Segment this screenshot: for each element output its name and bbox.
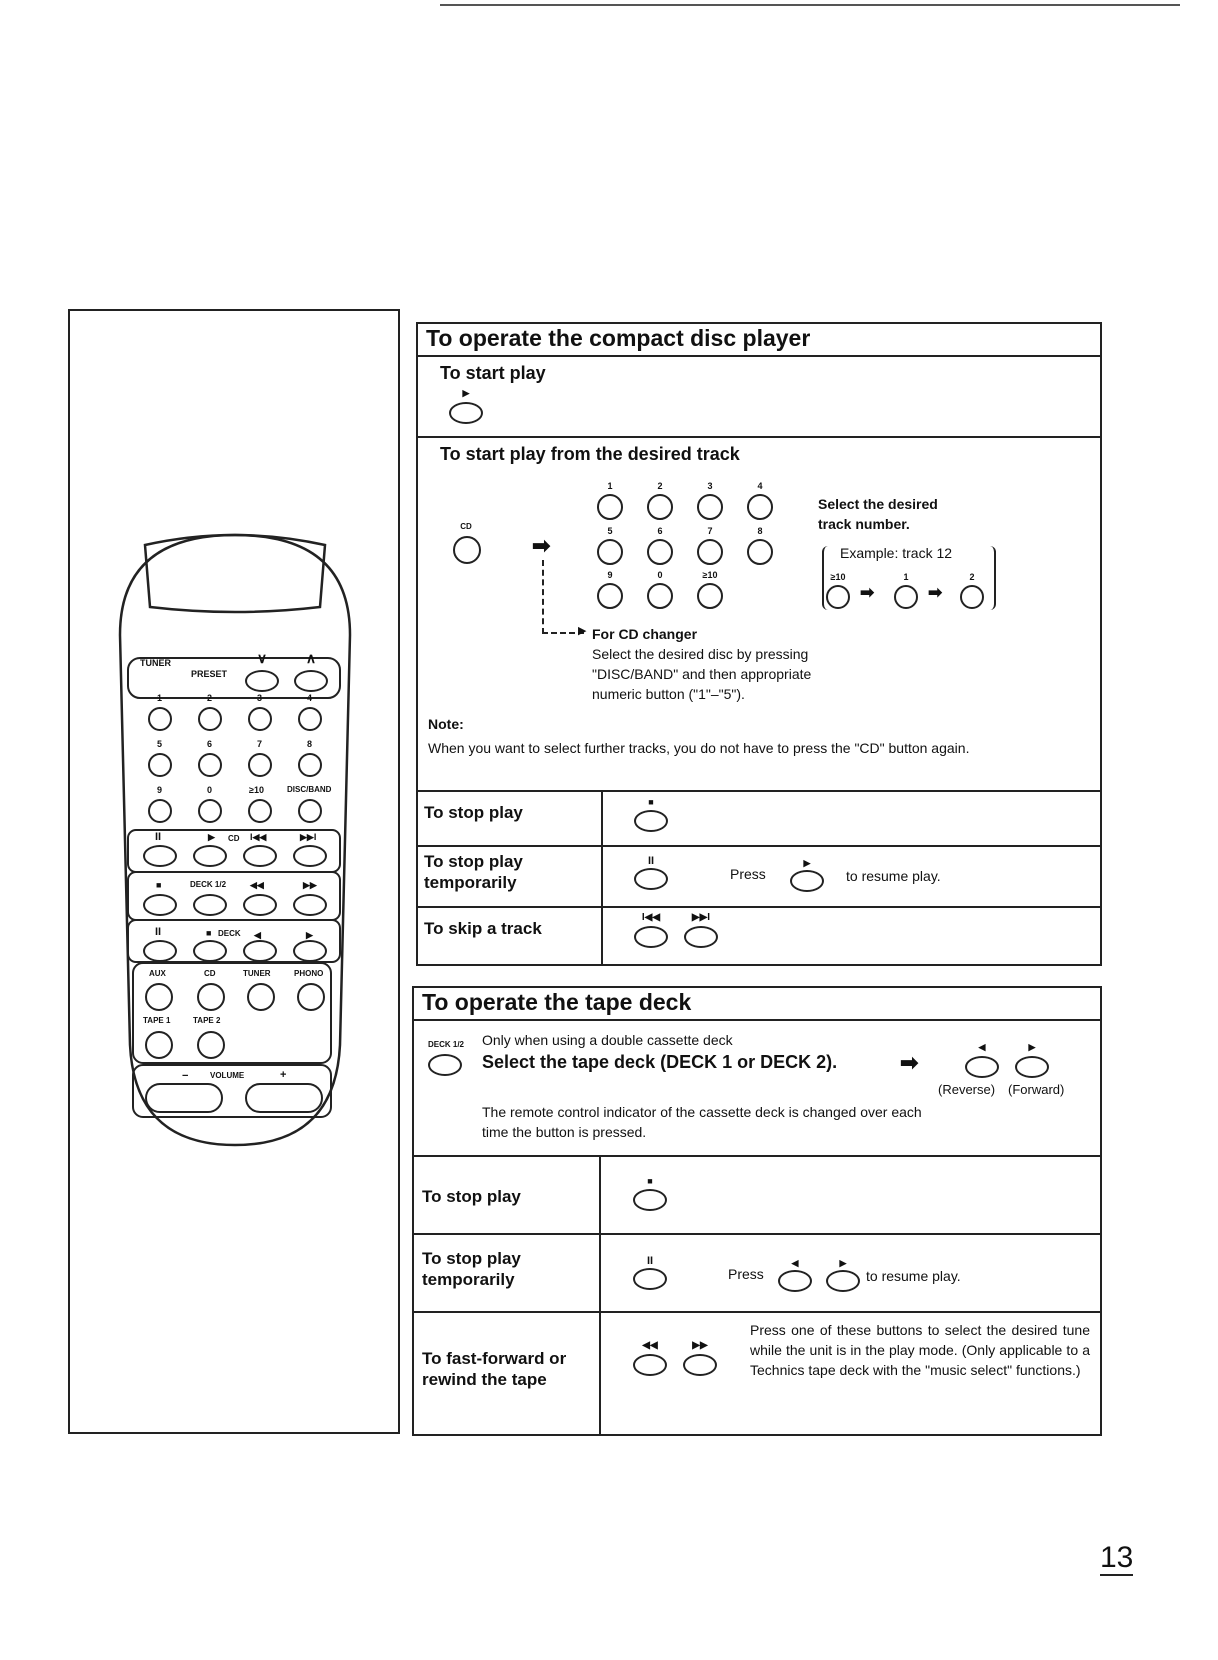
- cd-next-button[interactable]: [293, 845, 327, 867]
- preset-up-symbol: ∧: [305, 650, 317, 666]
- volume-down-button[interactable]: [145, 1083, 223, 1113]
- stop-symbol: ■: [156, 880, 162, 890]
- remote-phono-label: PHONO: [294, 969, 324, 978]
- cd-diagram-button: [453, 536, 481, 564]
- skip-back-symbol: I◀◀: [641, 912, 661, 923]
- cd-pause-diagram-button: [634, 868, 668, 890]
- remote-num-4-button[interactable]: [298, 707, 322, 731]
- reverse-symbol: ◀: [978, 1042, 986, 1052]
- cd-press-text: Press: [730, 866, 766, 882]
- remote-num-9-button[interactable]: [148, 799, 172, 823]
- remote-num-0-label: 0: [207, 785, 213, 795]
- top-rule: [440, 4, 1180, 6]
- keypad-label-4: 4: [757, 481, 763, 491]
- ffwd-symbol: ▶▶: [303, 880, 317, 890]
- cd-next-symbol: ▶▶I: [300, 832, 317, 842]
- remote-discband-label: DISC/BAND: [287, 785, 332, 794]
- remote-num-10-label: ≥10: [249, 785, 264, 795]
- cd-resume-diagram-button: [790, 870, 824, 892]
- skip-forward-symbol: ▶▶I: [691, 912, 711, 923]
- keypad-label-0: 0: [657, 570, 663, 580]
- source-tuner-button[interactable]: [247, 983, 275, 1011]
- cd-pause-diagram-symbol: II: [647, 855, 655, 867]
- keypad-0: [647, 583, 673, 609]
- keypad-6: [647, 539, 673, 565]
- phono-button[interactable]: [297, 983, 325, 1011]
- deck12-button[interactable]: [193, 894, 227, 916]
- cd-start-play: To start play: [440, 363, 546, 383]
- cd-start-track: To start play from the desired track: [440, 444, 740, 464]
- cd-stop-play-label: To stop play: [424, 803, 523, 822]
- remote-num-8-label: 8: [307, 739, 313, 749]
- remote-deck12-label: DECK 1/2: [190, 880, 227, 889]
- keypad-label-1: 1: [607, 481, 613, 491]
- source-cd-button[interactable]: [197, 983, 225, 1011]
- remote-tape1-label: TAPE 1: [143, 1016, 171, 1025]
- remote-cd-label: CD: [228, 834, 240, 843]
- keypad-label-2: 2: [657, 481, 663, 491]
- tape-press-text: Press: [728, 1266, 764, 1282]
- reverse-label: (Reverse): [938, 1082, 996, 1097]
- remote-num-0-button[interactable]: [198, 799, 222, 823]
- keypad-3: [697, 494, 723, 520]
- keypad-5: [597, 539, 623, 565]
- cd-section-title: To operate the compact disc player: [416, 322, 1102, 357]
- remote-num-2-button[interactable]: [198, 707, 222, 731]
- keypad-4: [747, 494, 773, 520]
- note-title: Note:: [428, 716, 464, 732]
- cd-column-divider: [601, 790, 603, 966]
- cd-play-diagram-button: [449, 402, 483, 424]
- arrow-icon: ➡: [532, 533, 551, 558]
- note-text: When you want to select further tracks, you do not have to press the "CD" button again.: [428, 740, 970, 756]
- tape-pause-label: To stop play temporarily: [422, 1249, 521, 1289]
- remote-num-7-button[interactable]: [248, 753, 272, 777]
- cd-resume-text: to resume play.: [846, 868, 941, 884]
- remote-num-3-button[interactable]: [248, 707, 272, 731]
- example-label-10: ≥10: [830, 572, 846, 582]
- remote-tuner-label: TUNER: [140, 658, 171, 668]
- remote-num-5-button[interactable]: [148, 753, 172, 777]
- tape-resume-forward-symbol: ▶: [839, 1258, 847, 1268]
- keypad-7: [697, 539, 723, 565]
- cd-button-label: CD: [460, 522, 472, 531]
- cd-stop-symbol: ■: [648, 797, 654, 807]
- volume-up-button[interactable]: [245, 1083, 323, 1113]
- cd-skip-label: To skip a track: [424, 919, 542, 938]
- cd-play-symbol: ▶: [208, 832, 215, 842]
- example-arrow-2-icon: ➡: [928, 583, 943, 602]
- keypad-2: [647, 494, 673, 520]
- deck12-diagram-button: [428, 1054, 462, 1076]
- remote-aux-label: AUX: [149, 969, 166, 978]
- remote-discband-button[interactable]: [298, 799, 322, 823]
- cd-divider-3: [416, 845, 1102, 847]
- play-symbol: ▶: [462, 388, 470, 398]
- cd-divider-2: [416, 790, 1102, 792]
- cd-divider-4: [416, 906, 1102, 908]
- forward-symbol: ▶: [1028, 1042, 1036, 1052]
- tape-pause-diagram-button: [633, 1268, 667, 1290]
- keypad-9: [597, 583, 623, 609]
- cd-pause-button[interactable]: [143, 845, 177, 867]
- example-arrow-1-icon: ➡: [860, 583, 875, 602]
- tape-resume-forward-button: [826, 1270, 860, 1292]
- tape-stop-play-label: To stop play: [422, 1187, 521, 1206]
- deck-stop-button[interactable]: [143, 894, 177, 916]
- tape-ffwd-symbol: ▶▶: [692, 1340, 708, 1351]
- example-button-2: [960, 585, 984, 609]
- tape-column-divider: [599, 1155, 601, 1436]
- remote-num-4-label: 4: [307, 693, 313, 703]
- tape-section-title: To operate the tape deck: [412, 986, 1102, 1021]
- keypad-label-3: 3: [707, 481, 713, 491]
- volume-plus-label: +: [280, 1069, 287, 1081]
- cd-play-button[interactable]: [193, 845, 227, 867]
- deck-reverse-symbol: ◀: [254, 930, 261, 940]
- changer-arrow-icon: ▶: [578, 625, 587, 637]
- ffwd-button[interactable]: [293, 894, 327, 916]
- deck-forward-button[interactable]: [293, 940, 327, 962]
- tape-resume-reverse-symbol: ◀: [791, 1258, 799, 1268]
- remote-num-10-button[interactable]: [248, 799, 272, 823]
- keypad-label-7: 7: [707, 526, 713, 536]
- remote-num-1-button[interactable]: [148, 707, 172, 731]
- volume-minus-label: −: [182, 1070, 189, 1082]
- tape-ffwd-diagram-button: [683, 1354, 717, 1376]
- remote-source-tuner-label: TUNER: [243, 969, 271, 978]
- forward-diagram-button: [1015, 1056, 1049, 1078]
- remote-num-5-label: 5: [157, 739, 163, 749]
- tape-divider-2: [412, 1233, 1102, 1235]
- keypad-8: [747, 539, 773, 565]
- remote-volume-label: VOLUME: [210, 1071, 245, 1080]
- preset-down-symbol: ∨: [256, 650, 268, 666]
- tape-resume-text: to resume play.: [866, 1268, 961, 1284]
- tape-rewind-symbol: ◀◀: [642, 1340, 658, 1351]
- cd-pause-symbol: II: [155, 831, 162, 843]
- tape-rewind-diagram-button: [633, 1354, 667, 1376]
- cd-prev-button[interactable]: [243, 845, 277, 867]
- tape-divider-1: [412, 1155, 1102, 1157]
- cd-stop-diagram-button: [634, 810, 668, 832]
- select-deck-text: Select the tape deck (DECK 1 or DECK 2).: [482, 1052, 838, 1072]
- skip-back-diagram-button: [634, 926, 668, 948]
- tape-ffwd-label: To fast-forward or rewind the tape: [422, 1349, 567, 1389]
- deck-stop-symbol: ■: [206, 928, 212, 938]
- reverse-diagram-button: [965, 1056, 999, 1078]
- tape1-button[interactable]: [145, 1031, 173, 1059]
- example-label-1: 1: [903, 572, 909, 582]
- keypad-label-5: 5: [607, 526, 613, 536]
- deck12-diagram-label: DECK 1/2: [427, 1040, 464, 1049]
- preset-down-button[interactable]: [245, 670, 279, 692]
- example-button-1: [894, 585, 918, 609]
- tape-resume-reverse-button: [778, 1270, 812, 1292]
- keypad-10: [697, 583, 723, 609]
- cd-resume-symbol: ▶: [803, 858, 811, 868]
- page-number: 13: [1100, 1541, 1134, 1574]
- example-text: Example: track 12: [840, 545, 953, 561]
- tape-arrow-icon: ➡: [900, 1050, 919, 1075]
- tape2-button[interactable]: [197, 1031, 225, 1059]
- tape-stop-symbol: ■: [647, 1176, 653, 1186]
- keypad-1: [597, 494, 623, 520]
- deck-stop2-button[interactable]: [193, 940, 227, 962]
- preset-up-button[interactable]: [294, 670, 328, 692]
- remote-tape2-label: TAPE 2: [193, 1016, 221, 1025]
- cd-divider-1: [416, 436, 1102, 438]
- remote-num-9-label: 9: [157, 785, 163, 795]
- remote-num-6-label: 6: [207, 739, 213, 749]
- remote-source-cd-label: CD: [204, 969, 216, 978]
- cd-pause-label: To stop play temporarily: [424, 852, 523, 892]
- remote-num-6-button[interactable]: [198, 753, 222, 777]
- keypad-label-6: 6: [657, 526, 663, 536]
- rewind-symbol: ◀◀: [250, 880, 264, 890]
- tape-ffwd-desc: Press one of these buttons to select the desired tune while the unit is in the play mode. (Only applicable to a Technics tape deck with the "music select" functions.): [750, 1322, 1090, 1378]
- changer-connector: [542, 560, 584, 634]
- remote-num-7-label: 7: [257, 739, 263, 749]
- example-label-2: 2: [969, 572, 975, 582]
- deck-pause-button[interactable]: [143, 940, 177, 962]
- keypad-label-10: ≥10: [702, 570, 718, 580]
- only-when-text: Only when using a double cassette deck: [482, 1032, 733, 1048]
- indicator-text: The remote control indicator of the cassette deck is changed over each time the button is pressed.: [482, 1104, 922, 1140]
- remote-preset-label: PRESET: [191, 669, 228, 679]
- remote-num-3-label: 3: [257, 693, 263, 703]
- remote-deck-label: DECK: [218, 929, 241, 938]
- tape-divider-3: [412, 1311, 1102, 1313]
- example-button-10: [826, 585, 850, 609]
- aux-button[interactable]: [145, 983, 173, 1011]
- changer-text: Select the desired disc by pressing "DISC/BAND" and then appropriate numeric button ("1"–"5").: [592, 646, 812, 702]
- forward-label: (Forward): [1008, 1082, 1065, 1097]
- deck-pause-symbol: II: [155, 926, 162, 938]
- tape-pause-symbol: II: [646, 1255, 654, 1267]
- deck-reverse-button[interactable]: [243, 940, 277, 962]
- deck-forward-symbol: ▶: [306, 930, 313, 940]
- keypad-label-9: 9: [607, 570, 613, 580]
- remote-num-8-button[interactable]: [298, 753, 322, 777]
- tape-stop-diagram-button: [633, 1189, 667, 1211]
- cd-prev-symbol: I◀◀: [250, 832, 267, 842]
- remote-num-1-label: 1: [157, 693, 163, 703]
- skip-forward-diagram-button: [684, 926, 718, 948]
- rewind-button[interactable]: [243, 894, 277, 916]
- select-track-instruction: Select the desired track number.: [818, 496, 938, 532]
- remote-num-2-label: 2: [207, 693, 213, 703]
- changer-title: For CD changer: [592, 626, 698, 642]
- keypad-label-8: 8: [757, 526, 763, 536]
